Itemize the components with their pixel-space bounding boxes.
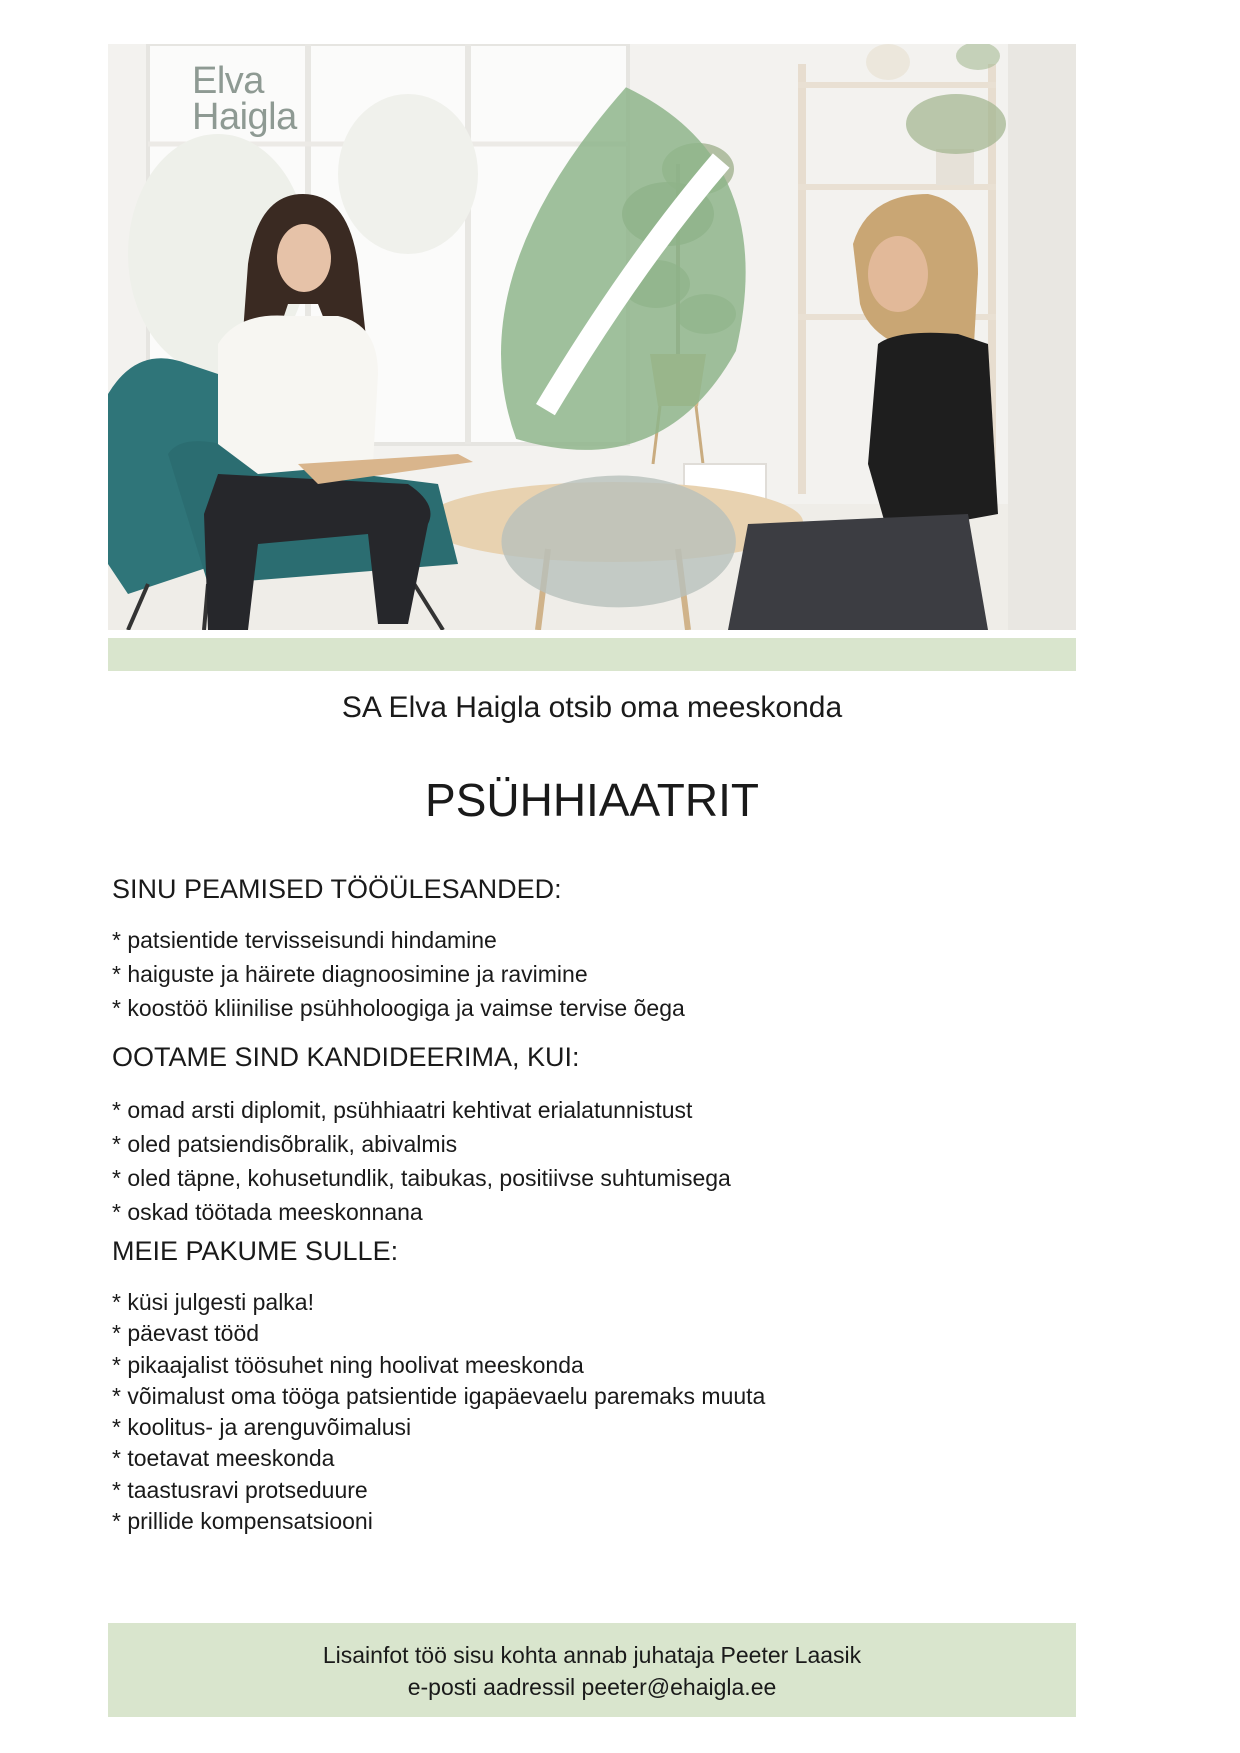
contact-footer [108,1623,1076,1717]
list-item: * koolitus- ja arenguvõimalusi [112,1414,412,1441]
list-item: * pikaajalist töösuhet ning hoolivat meeskonda [112,1351,584,1378]
list-item: * patsientide tervisseisundi hindamine [112,927,497,953]
duties-list [112,923,1062,1025]
footer-email[interactable]: e-posti aadressil peeter@ehaigla.ee [407,1674,777,1700]
list-item: * küsi julgesti palka! [112,1289,314,1315]
list-item: * võimalust oma tööga patsientide igapäevaelu paremaks muuta [112,1382,766,1409]
page-subtitle: SA Elva Haigla otsib oma meeskonda [341,691,843,724]
elva-haigla-logo [142,52,302,142]
list-item: * oskad töötada meeskonnana [112,1199,423,1225]
section-requirements [112,1041,1062,1229]
list-item: * prillide kompensatsiooni [112,1508,373,1535]
footer-contact-person: Lisainfot töö sisu kohta annab juhataja Peeter Laasik [322,1642,862,1668]
section-offer [112,1235,1062,1537]
logo-leaf-icon [142,58,1076,630]
requirements-list [112,1093,1062,1229]
accent-bar [108,638,1076,671]
logo-text-line2: Haigla [192,96,297,138]
list-item: * haiguste ja häirete diagnoosimine ja ravimine [112,961,588,987]
section-heading: OOTAME SIND KANDIDEERIMA, KUI: [112,1042,580,1072]
list-item: * oled täpne, kohusetundlik, taibukas, positiivse suhtumisega [112,1165,731,1191]
list-item: * omad arsti diplomit, psühhiaatri kehtivat erialatunnistust [112,1097,693,1123]
section-heading: SINU PEAMISED TÖÖÜLESANDED: [112,874,562,904]
page-title: PSÜHHIAATRIT [425,774,759,826]
list-item: * koostöö kliinilise psühholoogiga ja vaimse tervise õega [112,995,685,1021]
list-item: * toetavat meeskonda [112,1445,335,1472]
hero-photo [108,44,1076,630]
section-heading: MEIE PAKUME SULLE: [112,1236,399,1266]
list-item: * päevast tööd [112,1320,260,1347]
list-item: * taastusravi protseduure [112,1476,368,1503]
offer-list [112,1287,1062,1537]
logo-text-line1: Elva [192,60,264,102]
section-duties [112,873,1062,1025]
list-item: * oled patsiendisõbralik, abivalmis [112,1131,458,1157]
